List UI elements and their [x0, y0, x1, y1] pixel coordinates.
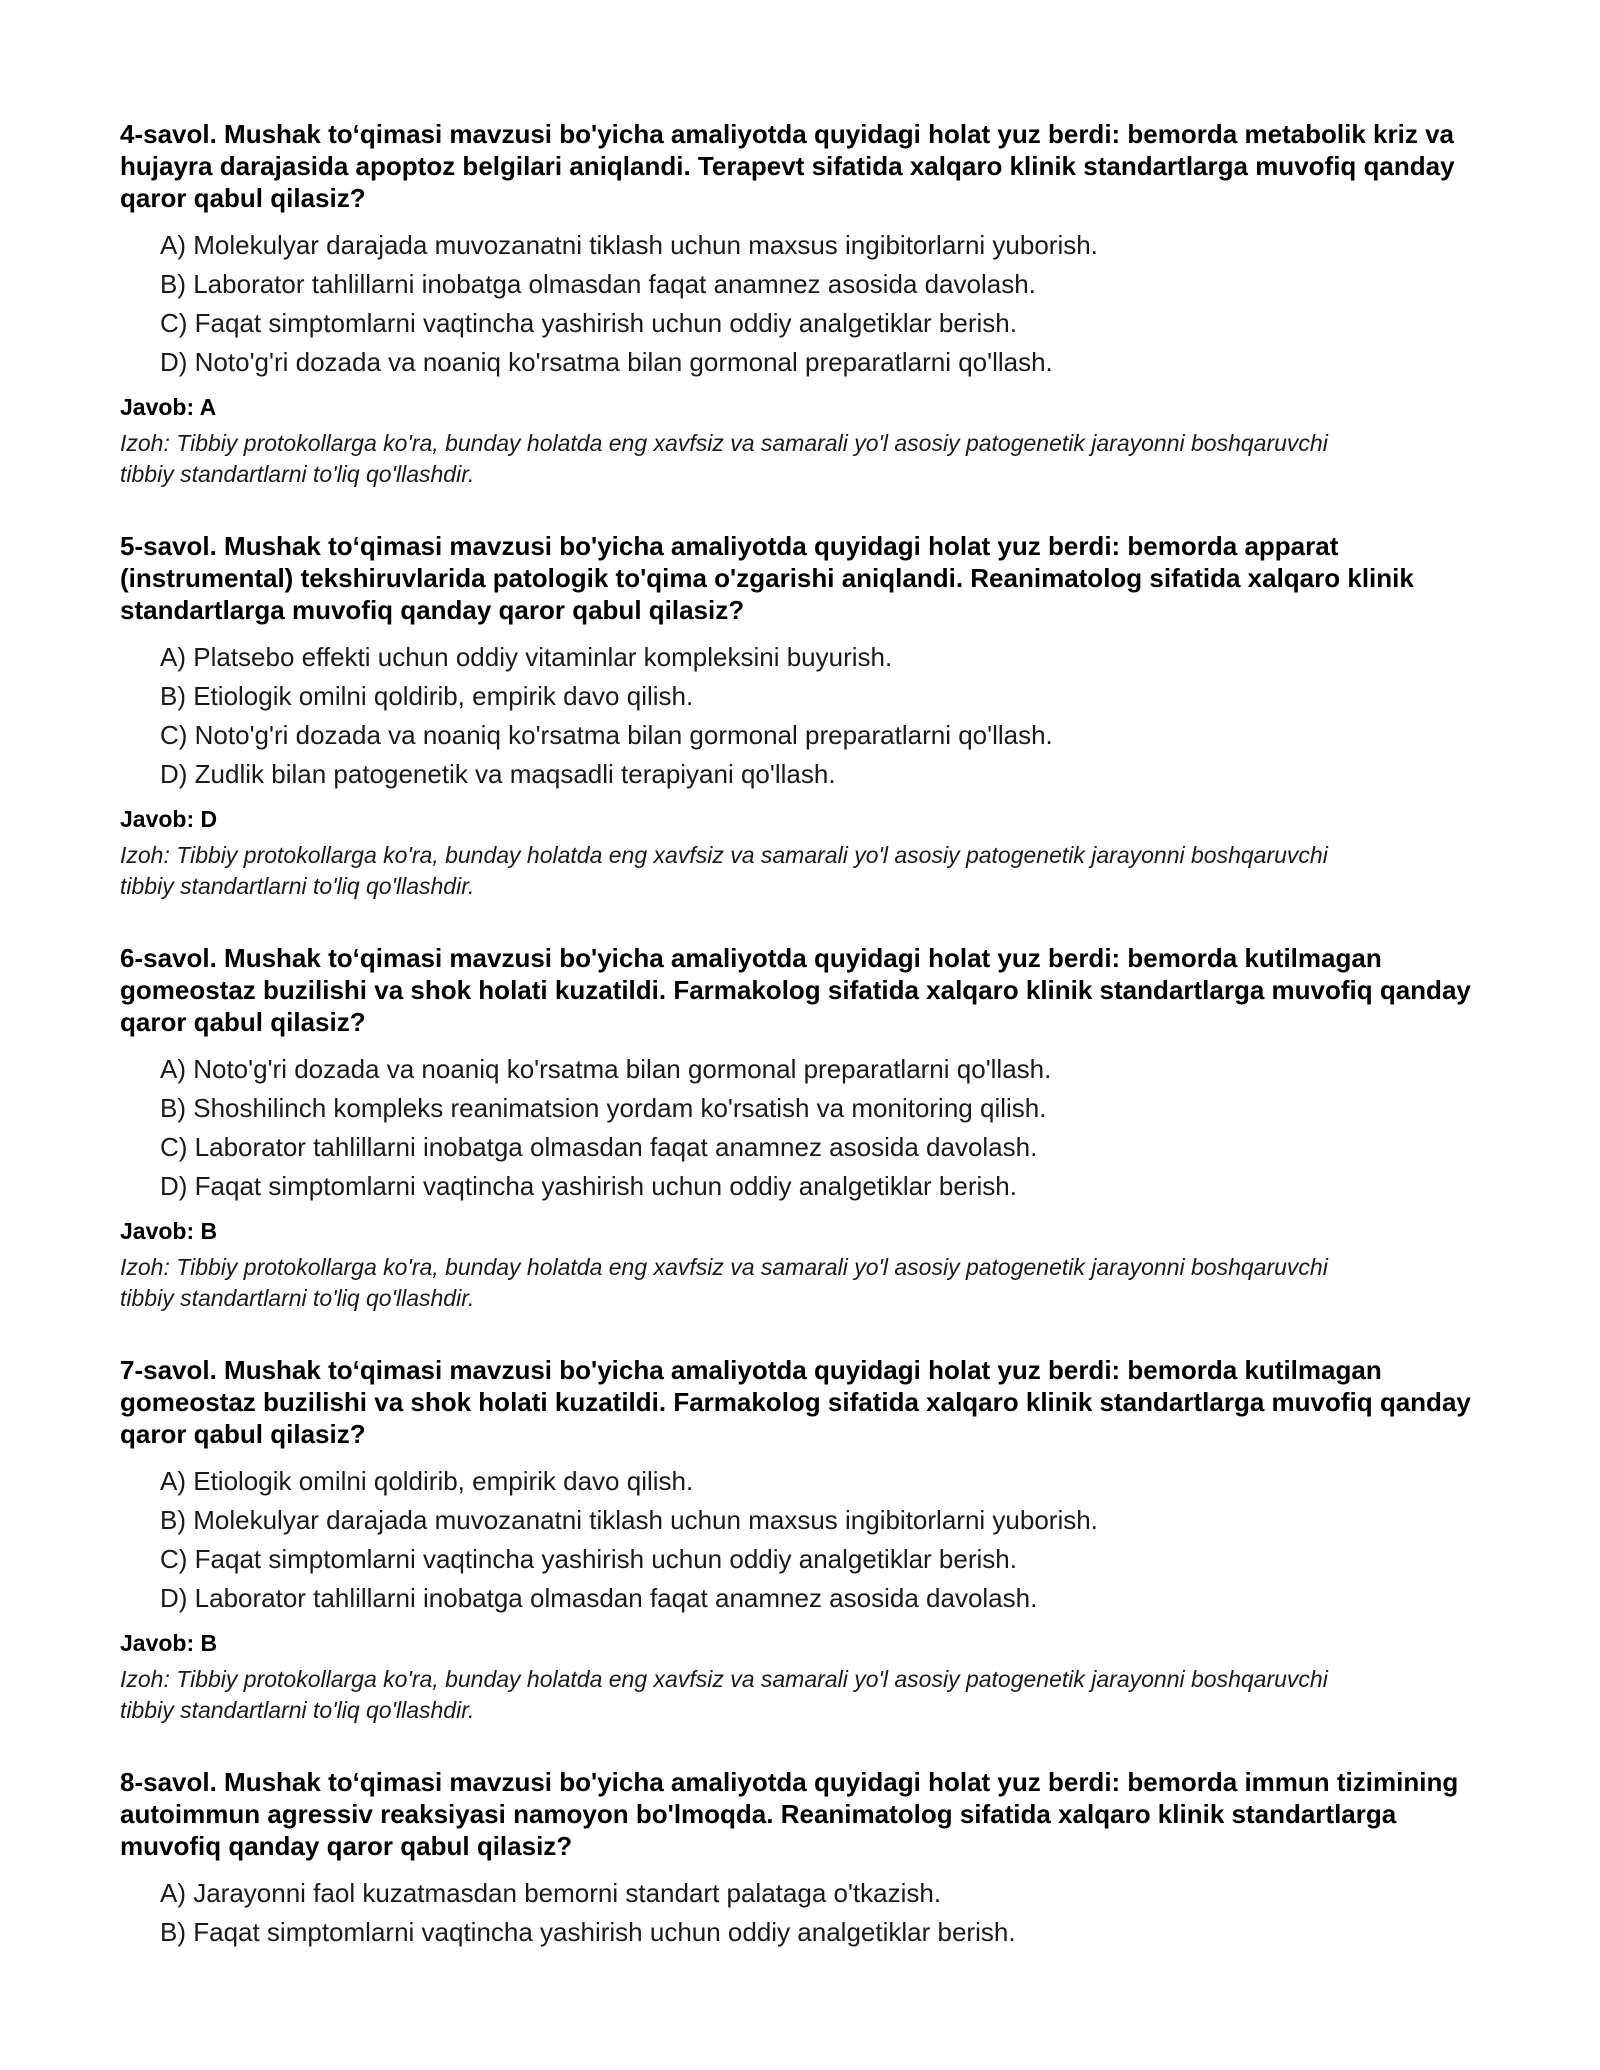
option-c: C) Faqat simptomlarni vaqtincha yashirish uchun oddiy analgetiklar berish.: [160, 1544, 1017, 1574]
options-list: [120, 638, 1500, 794]
option-b: B) Etiologik omilni qoldirib, empirik davo qilish.: [160, 681, 694, 711]
answer-label: Javob: B: [120, 1218, 218, 1244]
question-8: [120, 1766, 1500, 1952]
option-a: A) Jarayonni faol kuzatmasdan bemorni standart palataga o'tkazish.: [160, 1878, 942, 1908]
option-a: A) Etiologik omilni qoldirib, empirik davo qilish.: [160, 1466, 694, 1496]
option-a: A) Platsebo effekti uchun oddiy vitaminlar kompleksini buyurish.: [160, 642, 893, 672]
option-d: D) Faqat simptomlarni vaqtincha yashirish uchun oddiy analgetiklar berish.: [160, 1171, 1017, 1201]
question-5: [120, 530, 1500, 902]
options-list: [120, 1050, 1500, 1206]
option-c: C) Laborator tahlillarni inobatga olmasdan faqat anamnez asosida davolash.: [160, 1132, 1038, 1162]
answer-label: Javob: B: [120, 1630, 218, 1656]
option-b: B) Shoshilinch kompleks reanimatsion yordam ko'rsatish va monitoring qilish.: [160, 1093, 1047, 1123]
question-7: [120, 1354, 1500, 1726]
option-b: B) Molekulyar darajada muvozanatni tiklash uchun maxsus ingibitorlarni yuborish.: [160, 1505, 1098, 1535]
option-c: C) Noto'g'ri dozada va noaniq ko'rsatma bilan gormonal preparatlarni qo'llash.: [160, 720, 1053, 750]
options-list: [120, 226, 1500, 382]
options-list: [120, 1462, 1500, 1618]
option-a: A) Molekulyar darajada muvozanatni tiklash uchun maxsus ingibitorlarni yuborish.: [160, 230, 1098, 260]
option-c: C) Faqat simptomlarni vaqtincha yashirish uchun oddiy analgetiklar berish.: [160, 308, 1017, 338]
explanation-text: Izoh: Tibbiy protokollarga ko'ra, bunday holatda eng xavfsiz va samarali yo'l asosiy patogenetik jarayonni boshqaruvchi tibbiy standartlarni to'liq qo'llashdir.: [120, 430, 1328, 487]
options-list: [120, 1874, 1500, 1952]
answer-label: Javob: D: [120, 806, 218, 832]
option-b: B) Laborator tahlillarni inobatga olmasdan faqat anamnez asosida davolash.: [160, 269, 1036, 299]
answer-label: Javob: A: [120, 394, 217, 420]
question-6: [120, 942, 1500, 1314]
option-d: D) Laborator tahlillarni inobatga olmasdan faqat anamnez asosida davolash.: [160, 1583, 1038, 1613]
question-text: 4-savol. Mushak to‘qimasi mavzusi bo'yicha amaliyotda quyidagi holat yuz berdi: bemorda metabolik kriz va hujayra darajasida apoptoz belgilari aniqlandi. Terapevt sifatida xalqaro klinik standartlarga muvofiq qanday qaror qabul qilasiz?: [120, 119, 1455, 213]
explanation-text: Izoh: Tibbiy protokollarga ko'ra, bunday holatda eng xavfsiz va samarali yo'l asosiy patogenetik jarayonni boshqaruvchi tibbiy standartlarni to'liq qo'llashdir.: [120, 1666, 1328, 1723]
question-text: 8-savol. Mushak to‘qimasi mavzusi bo'yicha amaliyotda quyidagi holat yuz berdi: bemorda immun tizimining autoimmun agressiv reaksiyasi namoyon bo'lmoqda. Reanimatolog sifatida xalqaro klinik standartlarga muvofiq qanday qaror qabul qilasiz?: [120, 1767, 1459, 1861]
option-a: A) Noto'g'ri dozada va noaniq ko'rsatma bilan gormonal preparatlarni qo'llash.: [160, 1054, 1052, 1084]
option-d: D) Zudlik bilan patogenetik va maqsadli terapiyani qo'llash.: [160, 759, 836, 789]
explanation-text: Izoh: Tibbiy protokollarga ko'ra, bunday holatda eng xavfsiz va samarali yo'l asosiy patogenetik jarayonni boshqaruvchi tibbiy standartlarni to'liq qo'llashdir.: [120, 1254, 1328, 1311]
question-text: 5-savol. Mushak to‘qimasi mavzusi bo'yicha amaliyotda quyidagi holat yuz berdi: bemorda apparat (instrumental) tekshiruvlarida patologik to'qima o'zgarishi aniqlandi. Reanimatolog sifatida xalqaro klinik standartlarga muvofiq qanday qaror qabul qilasiz?: [120, 531, 1414, 625]
option-d: D) Noto'g'ri dozada va noaniq ko'rsatma bilan gormonal preparatlarni qo'llash.: [160, 347, 1053, 377]
document-page: [120, 118, 1500, 1992]
explanation-text: Izoh: Tibbiy protokollarga ko'ra, bunday holatda eng xavfsiz va samarali yo'l asosiy patogenetik jarayonni boshqaruvchi tibbiy standartlarni to'liq qo'llashdir.: [120, 842, 1328, 899]
question-text: 7-savol. Mushak to‘qimasi mavzusi bo'yicha amaliyotda quyidagi holat yuz berdi: bemorda kutilmagan gomeostaz buzilishi va shok holati kuzatildi. Farmakolog sifatida xalqaro klinik standartlarga muvofiq qanday qaror qabul qilasiz?: [120, 1355, 1471, 1449]
option-b: B) Faqat simptomlarni vaqtincha yashirish uchun oddiy analgetiklar berish.: [160, 1917, 1016, 1947]
question-text: 6-savol. Mushak to‘qimasi mavzusi bo'yicha amaliyotda quyidagi holat yuz berdi: bemorda kutilmagan gomeostaz buzilishi va shok holati kuzatildi. Farmakolog sifatida xalqaro klinik standartlarga muvofiq qanday qaror qabul qilasiz?: [120, 943, 1471, 1037]
question-4: [120, 118, 1500, 490]
